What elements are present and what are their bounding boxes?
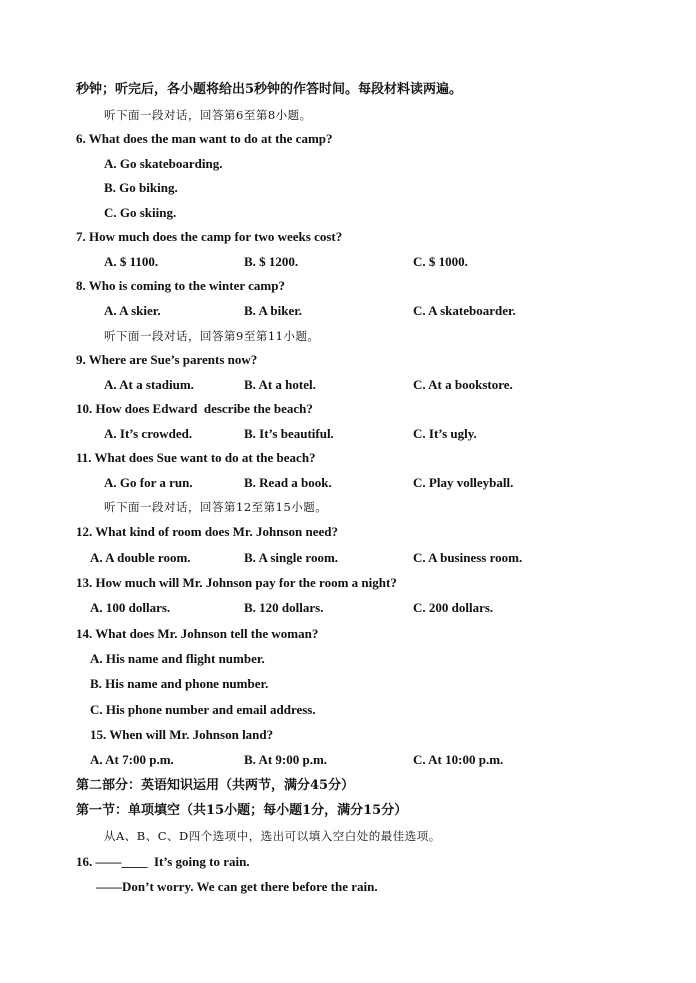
question-14-option-a: A. His name and flight number.: [90, 651, 265, 666]
question-6-option-c: C. Go skiing.: [104, 205, 177, 220]
question-12-option-b: B. A single room.: [244, 550, 339, 565]
question-13-option-b: B. 120 dollars.: [244, 600, 324, 615]
question-7-option-b: B. $ 1200.: [244, 254, 299, 269]
section-1-instruction: 从A、B、C、D四个选项中，选出可以填入空白处的最佳选项。: [104, 829, 441, 843]
question-15-option-c: C. At 10:00 p.m.: [413, 752, 504, 767]
section-1-title: 第一节：单项填空（共15小题；每小题1分，满分15分）: [76, 803, 408, 818]
question-15-stem: 15. When will Mr. Johnson land?: [90, 727, 274, 742]
question-9-stem: 9. Where are Sue’s parents now?: [76, 352, 258, 367]
question-12-option-c: C. A business room.: [413, 550, 523, 565]
question-9-option-c: C. At a bookstore.: [413, 377, 513, 392]
question-8-option-b: B. A biker.: [244, 303, 303, 318]
question-7-option-a: A. $ 1100.: [104, 254, 159, 269]
question-8-stem: 8. Who is coming to the winter camp?: [76, 278, 285, 293]
question-10-option-c: C. It’s ugly.: [413, 426, 477, 441]
question-9-option-a: A. At a stadium.: [104, 377, 194, 392]
instruction-9-11: 听下面一段对话，回答第9至第11小题。: [104, 329, 320, 343]
question-6-option-a: A. Go skateboarding.: [104, 156, 223, 171]
question-9-option-b: B. At a hotel.: [244, 377, 316, 392]
question-14-stem: 14. What does Mr. Johnson tell the woman?: [76, 626, 319, 641]
question-10-stem: 10. How does Edward describe the beach?: [76, 401, 313, 416]
question-14-option-c: C. His phone number and email address.: [90, 702, 316, 717]
question-16-line-1: 16. ——____ It’s going to rain.: [76, 854, 250, 869]
question-7-option-c: C. $ 1000.: [413, 254, 468, 269]
intro-line: 秒钟；听完后，各小题将给出5秒钟的作答时间。每段材料读两遍。: [76, 82, 463, 97]
question-13-option-c: C. 200 dollars.: [413, 600, 494, 615]
instruction-6-8: 听下面一段对话，回答第6至第8小题。: [104, 108, 312, 122]
question-6-stem: 6. What does the man want to do at the camp?: [76, 131, 333, 146]
part-2-title: 第二部分：英语知识运用（共两节，满分45分）: [76, 778, 355, 793]
question-11-stem: 11. What does Sue want to do at the beach?: [76, 450, 316, 465]
question-6-option-b: B. Go biking.: [104, 180, 178, 195]
question-15-option-b: B. At 9:00 p.m.: [244, 752, 328, 767]
question-11-option-a: A. Go for a run.: [104, 475, 193, 490]
question-12-option-a: A. A double room.: [90, 550, 191, 565]
question-10-option-a: A. It’s crowded.: [104, 426, 193, 441]
question-16-line-2: ——Don’t worry. We can get there before the rain.: [96, 879, 378, 894]
question-8-option-a: A. A skier.: [104, 303, 161, 318]
question-10-option-b: B. It’s beautiful.: [244, 426, 334, 441]
question-11-option-c: C. Play volleyball.: [413, 475, 514, 490]
question-12-stem: 12. What kind of room does Mr. Johnson need?: [76, 524, 338, 539]
question-14-option-b: B. His name and phone number.: [90, 676, 269, 691]
question-8-option-c: C. A skateboarder.: [413, 303, 516, 318]
question-7-stem: 7. How much does the camp for two weeks cost?: [76, 229, 343, 244]
question-13-stem: 13. How much will Mr. Johnson pay for the room a night?: [76, 575, 397, 590]
question-11-option-b: B. Read a book.: [244, 475, 332, 490]
question-15-option-a: A. At 7:00 p.m.: [90, 752, 174, 767]
question-13-option-a: A. 100 dollars.: [90, 600, 171, 615]
instruction-12-15: 听下面一段对话，回答第12至第15小题。: [104, 500, 328, 514]
